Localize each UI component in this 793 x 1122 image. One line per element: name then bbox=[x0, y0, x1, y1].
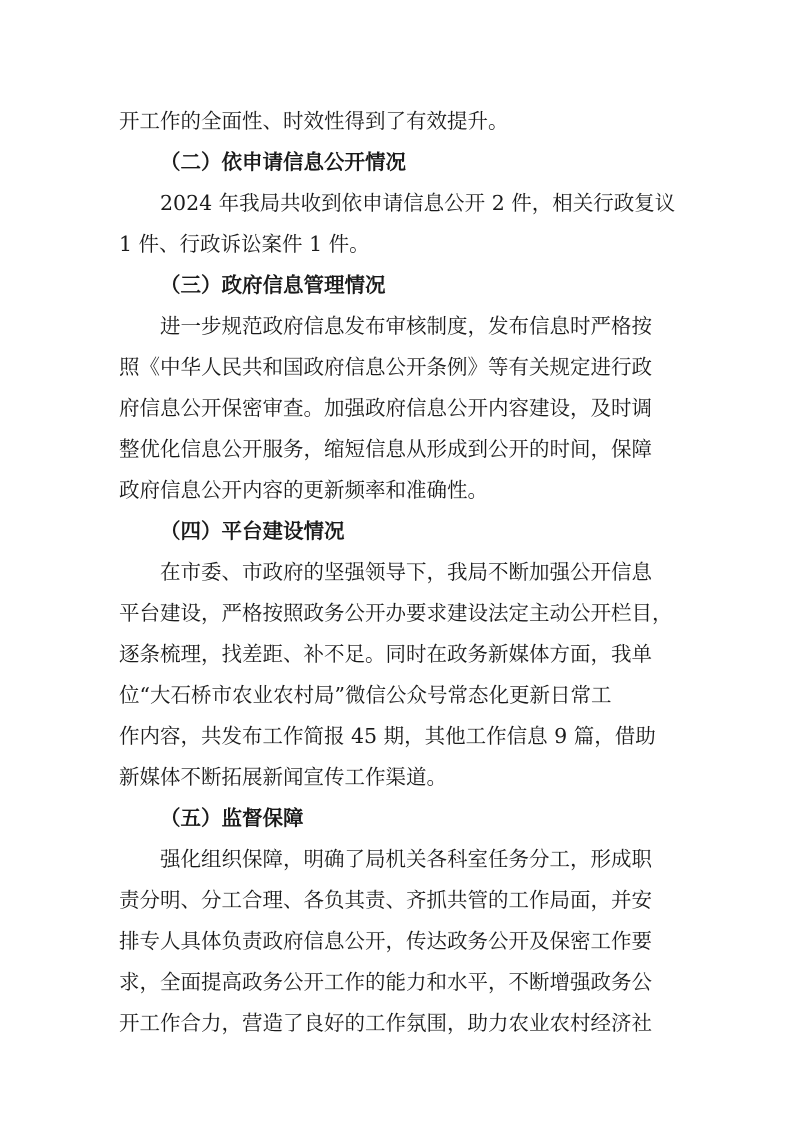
paragraph-line: 逐条梳理，找差距、补不足。同时在政务新媒体方面，我单 bbox=[119, 642, 652, 666]
paragraph-line: 开工作合力，营造了良好的工作氛围，助力农业农村经济社 bbox=[119, 1011, 652, 1035]
paragraph-line: 2024 年我局共收到依申请信息公开 2 件，相关行政复议 bbox=[160, 191, 676, 215]
paragraph-line: 作内容，共发布工作简报 45 期，其他工作信息 9 篇，借助 bbox=[119, 724, 656, 748]
paragraph-line: 进一步规范政府信息发布审核制度，发布信息时严格按 bbox=[160, 314, 652, 338]
paragraph-line: 政府信息公开内容的更新频率和准确性。 bbox=[119, 478, 488, 502]
paragraph-line: 开工作的全面性、时效性得到了有效提升。 bbox=[119, 109, 509, 133]
paragraph-line: 排专人具体负责政府信息公开，传达政务公开及保密工作要 bbox=[119, 929, 652, 953]
paragraph-line: 平台建设，严格按照政务公开办要求建设法定主动公开栏目， bbox=[119, 601, 673, 625]
paragraph-line: 求，全面提高政务公开工作的能力和水平，不断增强政务公 bbox=[119, 970, 652, 994]
paragraph-line: 位“大石桥市农业农村局”微信公众号常态化更新日常工 bbox=[119, 683, 612, 707]
section-heading: （三）政府信息管理情况 bbox=[160, 273, 386, 297]
paragraph-line: 在市委、市政府的坚强领导下，我局不断加强公开信息 bbox=[160, 560, 652, 584]
paragraph-line: 强化组织保障，明确了局机关各科室任务分工，形成职 bbox=[160, 847, 652, 871]
paragraph-line: 责分明、分工合理、各负其责、齐抓共管的工作局面，并安 bbox=[119, 888, 652, 912]
section-heading: （二）依申请信息公开情况 bbox=[160, 150, 406, 174]
paragraph-line: 整优化信息公开服务，缩短信息从形成到公开的时间，保障 bbox=[119, 437, 652, 461]
paragraph-line: 新媒体不断拓展新闻宣传工作渠道。 bbox=[119, 765, 447, 789]
paragraph-line: 1 件、行政诉讼案件 1 件。 bbox=[119, 232, 370, 256]
paragraph-line: 府信息公开保密审查。加强政府信息公开内容建设，及时调 bbox=[119, 396, 652, 420]
section-heading: （四）平台建设情况 bbox=[160, 519, 345, 543]
paragraph-line: 照《中华人民共和国政府信息公开条例》等有关规定进行政 bbox=[119, 355, 652, 379]
section-heading: （五）监督保障 bbox=[160, 806, 304, 830]
